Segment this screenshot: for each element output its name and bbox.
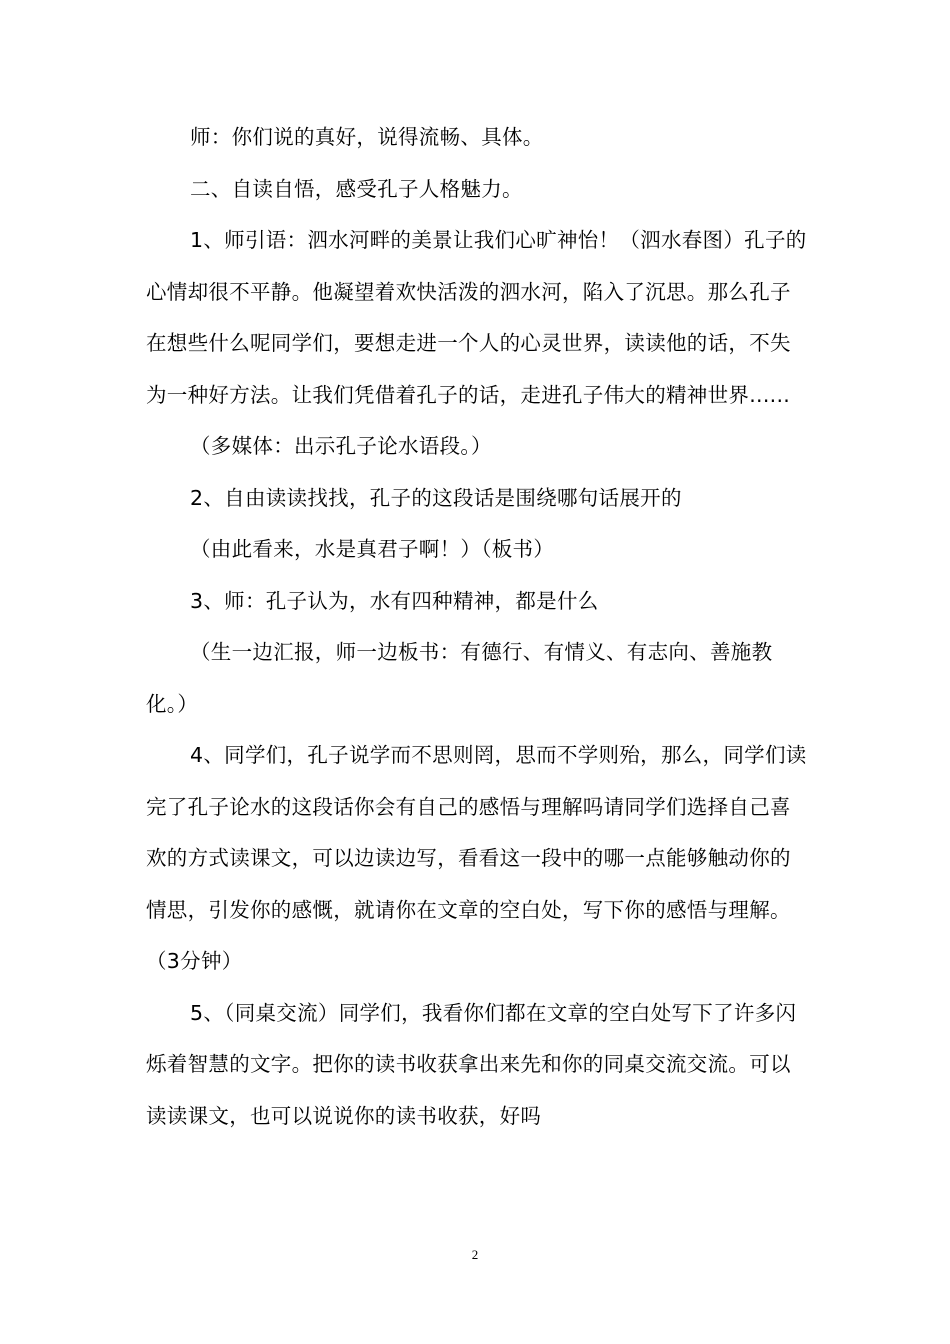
paragraph-section-heading: 二、自读自悟，感受孔子人格魅力。 — [190, 176, 523, 201]
paragraph-multimedia-note: （多媒体：出示孔子论水语段。） — [190, 434, 492, 458]
paragraph-step-4: 4、同学们，孔子说学而不思则罔，思而不学则殆，那么，同学们读完了孔子论水的这段话你会有自己的感悟与理解吗请同学们选择自己喜欢的方式读课文，可以边读边写，看看这一段中的哪一点能够触动你的情思，引发你的感慨，就请你在文章的空白处，写下你的感悟与理解。（3分钟） — [146, 743, 807, 973]
paragraph-step-3: 3、师：孔子认为，水有四种精神，都是什么 — [190, 588, 599, 613]
paragraph-step-1: 1、师引语：泗水河畔的美景让我们心旷神怡！（泗水春图）孔子的心情却很不平静。他凝望着欢快活泼的泗水河，陷入了沉思。那么孔子在想些什么呢同学们，要想走进一个人的心灵世界，读读他的话，不失为一种好方法。让我们凭借着孔子的话，走进孔子伟大的精神世界...... — [146, 228, 807, 407]
paragraph-teacher-praise: 师：你们说的真好，说得流畅、具体。 — [190, 125, 544, 149]
document-body — [146, 112, 808, 1142]
page-number: 2 — [471, 1247, 479, 1262]
paragraph-step-2-answer: （由此看来，水是真君子啊！）（板书） — [190, 537, 555, 561]
paragraph-step-3-answer: （生一边汇报，师一边板书：有德行、有情义、有志向、善施教化。） — [146, 640, 773, 716]
paragraph-step-2: 2、自由读读找找，孔子的这段话是围绕哪句话展开的 — [190, 485, 682, 510]
paragraph-step-5: 5、（同桌交流）同学们，我看你们都在文章的空白处写下了许多闪烁着智慧的文字。把你的读书收获拿出来先和你的同桌交流交流。可以读读课文，也可以说说你的读书收获，好吗 — [146, 1000, 797, 1128]
